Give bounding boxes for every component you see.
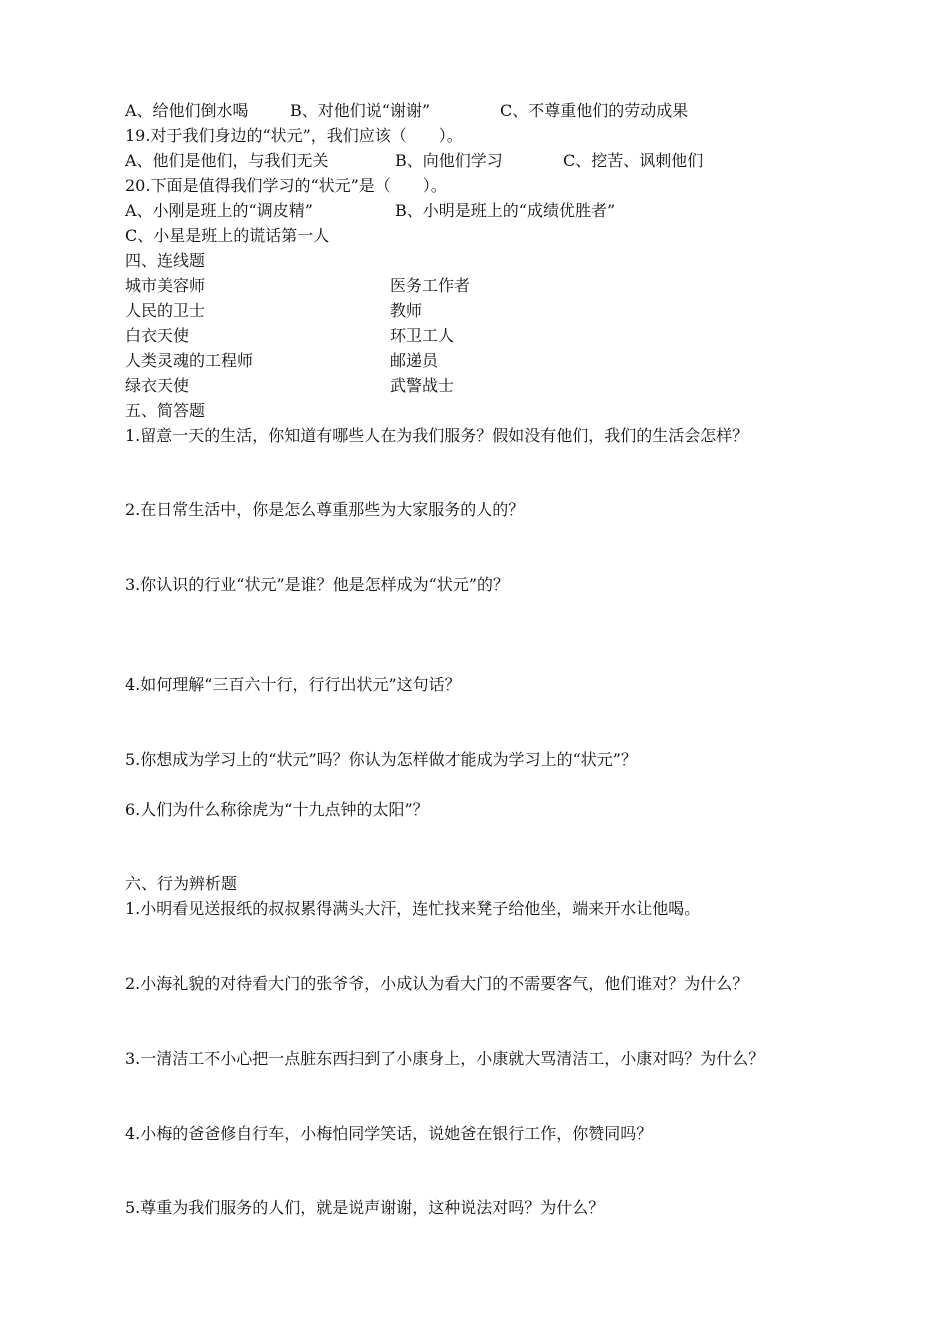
match-left-item: 人民的卫士 (125, 301, 206, 320)
q20-option-c: C、小星是班上的谎话第一人 (125, 226, 330, 245)
section4-title: 四、连线题 (125, 251, 206, 270)
short-answer-question-3: 3.你认识的行业“状元”是谁？他是怎样成为“状元”的？ (125, 575, 509, 594)
q18-option-a: A、给他们倒水喝 (125, 101, 249, 120)
short-answer-question-6: 6.人们为什么称徐虎为“十九点钟的太阳”？ (125, 800, 429, 819)
match-right-item: 武警战士 (390, 376, 455, 395)
q19-stem: 19.对于我们身边的“状元”，我们应该（ ）。 (125, 126, 463, 145)
match-right-item: 邮递员 (390, 351, 439, 370)
q19-option-b: B、向他们学习 (395, 151, 503, 170)
match-left-item: 白衣天使 (125, 326, 190, 345)
behavior-question-5: 5.尊重为我们服务的人们，就是说声谢谢，这种说法对吗？为什么？ (125, 1198, 605, 1217)
q20-options (125, 201, 615, 221)
short-answer-question-4: 4.如何理解“三百六十行，行行出状元”这句话？ (125, 675, 461, 694)
q20-option-b: B、小明是班上的“成绩优胜者” (395, 201, 616, 220)
match-right-item: 教师 (390, 301, 423, 320)
short-answer-question-5: 5.你想成为学习上的“状元”吗？你认为怎样做才能成为学习上的“状元”？ (125, 750, 637, 769)
q18-options (125, 101, 688, 121)
q20-stem: 20.下面是值得我们学习的“状元”是（ ）。 (125, 176, 447, 195)
short-answer-question-1: 1.留意一天的生活，你知道有哪些人在为我们服务？假如没有他们，我们的生活会怎样？ (125, 426, 749, 445)
q19-option-a: A、他们是他们，与我们无关 (125, 151, 329, 170)
behavior-question-2: 2.小海礼貌的对待看大门的张爷爷，小成认为看大门的不需要客气，他们谁对？为什么？ (125, 974, 749, 993)
q18-option-b: B、对他们说“谢谢” (290, 101, 431, 120)
q18-option-c: C、不尊重他们的劳动成果 (500, 101, 689, 120)
behavior-question-1: 1.小明看见送报纸的叔叔累得满头大汗，连忙找来凳子给他坐，端来开水让他喝。 (125, 899, 701, 918)
q19-options (125, 151, 703, 171)
behavior-question-3: 3.一清洁工不小心把一点脏东西扫到了小康身上，小康就大骂清洁工，小康对吗？为什么？ (125, 1049, 765, 1068)
short-answer-question-2: 2.在日常生活中，你是怎么尊重那些为大家服务的人的？ (125, 500, 525, 519)
section6-title: 六、行为辨析题 (125, 874, 238, 893)
match-left-item: 城市美容师 (125, 276, 206, 295)
match-left-item: 人类灵魂的工程师 (125, 351, 254, 370)
behavior-question-4: 4.小梅的爸爸修自行车，小梅怕同学笑话，说她爸在银行工作，你赞同吗？ (125, 1124, 653, 1143)
match-left-item: 绿衣天使 (125, 376, 190, 395)
match-right-item: 医务工作者 (390, 276, 471, 295)
match-right-item: 环卫工人 (390, 326, 455, 345)
q20-option-a: A、小刚是班上的“调皮精” (125, 201, 313, 220)
q19-option-c: C、挖苦、讽刺他们 (563, 151, 704, 170)
section5-title: 五、简答题 (125, 401, 206, 420)
